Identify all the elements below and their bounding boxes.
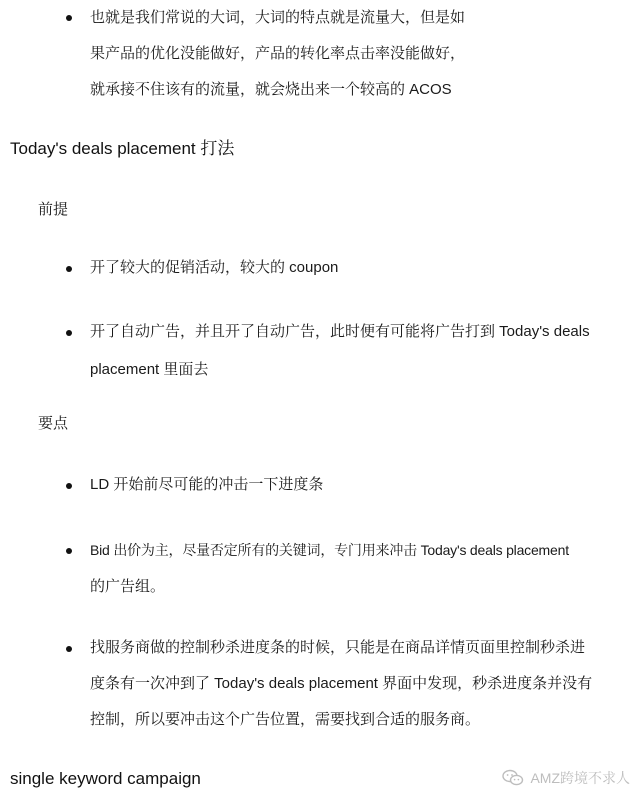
list-item: 开了较大的促销活动，较大的 coupon bbox=[90, 259, 339, 276]
list-item: 开了自动广告，并且开了自动广告，此时便有可能将广告打到 Today's deals bbox=[90, 323, 590, 340]
paragraph-line: 也就是我们常说的大词，大词的特点就是流量大，但是如 bbox=[90, 9, 466, 26]
keypoints-label: 要点 bbox=[38, 415, 69, 432]
list-item-continuation: 度条有一次冲到了 Today's deals placement 界面中发现，秒杀进度条并没有 bbox=[90, 675, 593, 692]
wechat-icon bbox=[502, 769, 524, 787]
list-item-continuation: placement 里面去 bbox=[90, 361, 209, 378]
bullet-dot bbox=[66, 15, 72, 21]
watermark bbox=[502, 768, 630, 788]
section-heading-single-keyword: single keyword campaign bbox=[10, 769, 201, 788]
bullet-dot bbox=[66, 548, 72, 554]
list-item: 找服务商做的控制秒杀进度条的时候，只能是在商品详情页面里控制秒杀进 bbox=[90, 639, 586, 656]
bullet-dot bbox=[66, 330, 72, 336]
list-item: Bid 出价为主，尽量否定所有的关键词，专门用来冲击 Today's deals placement bbox=[90, 542, 569, 558]
section-heading-today-deals: Today's deals placement 打法 bbox=[10, 139, 235, 158]
bullet-dot bbox=[66, 646, 72, 652]
paragraph-line: 果产品的优化没能做好，产品的转化率点击率没能做好， bbox=[90, 45, 466, 62]
paragraph-line: 就承接不住该有的流量，就会烧出来一个较高的 ACOS bbox=[90, 81, 452, 98]
bullet-dot bbox=[66, 266, 72, 272]
bullet-dot bbox=[66, 483, 72, 489]
watermark-text: AMZ跨境不求人 bbox=[530, 770, 630, 786]
list-item: LD 开始前尽可能的冲击一下进度条 bbox=[90, 476, 324, 493]
list-item-continuation: 控制，所以要冲击这个广告位置，需要找到合适的服务商。 bbox=[90, 711, 481, 728]
list-item-continuation: 的广告组。 bbox=[90, 578, 166, 595]
premise-label: 前提 bbox=[38, 201, 69, 218]
